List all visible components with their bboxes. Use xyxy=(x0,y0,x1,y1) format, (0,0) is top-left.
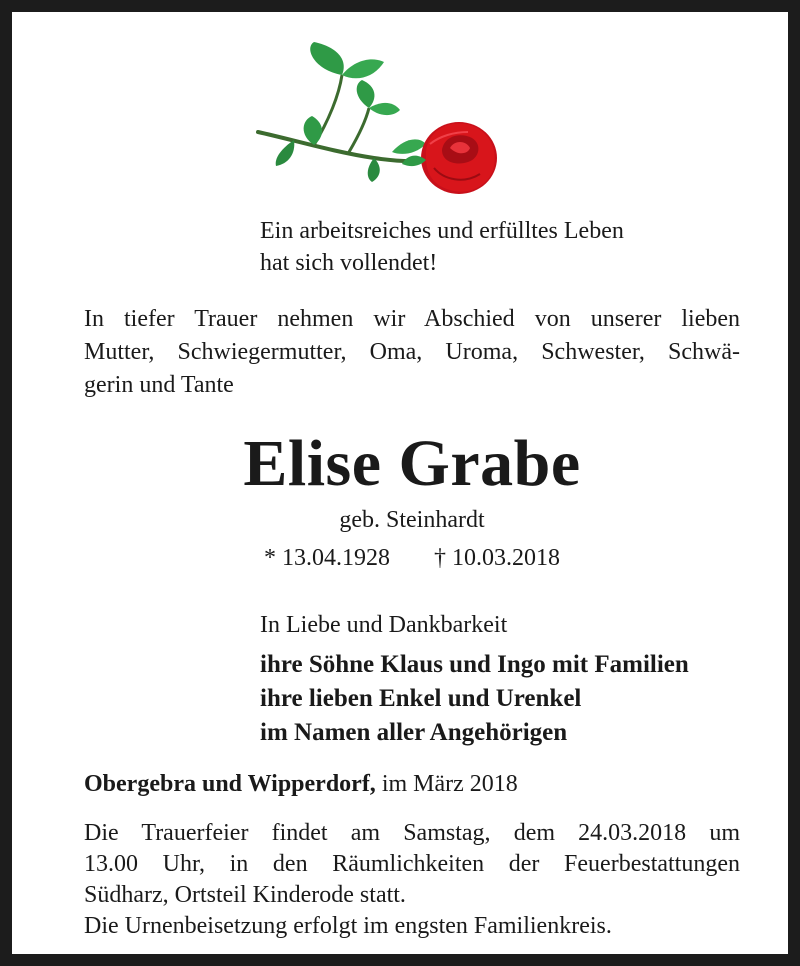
mourner-line-3: im Namen aller Angehörigen xyxy=(260,719,568,746)
place-date: im März 2018 xyxy=(375,771,518,797)
birth-date: * 13.04.1928 xyxy=(264,545,390,571)
intro-line-3: gerin und Tante xyxy=(84,372,234,398)
death-date: † 10.03.2018 xyxy=(434,545,560,571)
service-line-2: 13.00 Uhr, in den Räumlichkeiten der Feuerbestattungen xyxy=(84,851,740,877)
mourner-line-2: ihre lieben Enkel und Urenkel xyxy=(260,685,582,712)
place-and-date xyxy=(84,768,518,800)
mourner-line-1: ihre Söhne Klaus und Ingo mit Familien xyxy=(260,651,689,678)
red-rose-icon xyxy=(254,40,504,200)
intro-line-1: In tiefer Trauer nehmen wir Abschied von unserer lieben xyxy=(84,306,740,332)
mourners-intro: In Liebe und Dankbarkeit xyxy=(260,612,508,638)
service-notice xyxy=(84,818,740,942)
deceased-name: Elise Grabe xyxy=(243,427,581,500)
intro-line-2: Mutter, Schwiegermutter, Oma, Uroma, Schwester, Schwä- xyxy=(84,339,740,365)
motto xyxy=(260,215,624,279)
intro-paragraph xyxy=(84,303,740,402)
life-dates xyxy=(12,543,800,573)
service-line-1: Die Trauerfeier findet am Samstag, dem 24.03.2018 um xyxy=(84,820,740,846)
mourners-list xyxy=(260,648,689,750)
birth-name: geb. Steinhardt xyxy=(339,507,485,533)
service-line-4: Die Urnenbeisetzung erfolgt im engsten Familienkreis. xyxy=(84,913,612,939)
motto-line-2: hat sich vollendet! xyxy=(260,250,438,276)
place-location: Obergebra und Wipperdorf, xyxy=(84,771,376,797)
service-line-3: Südharz, Ortsteil Kinderode statt. xyxy=(84,882,406,908)
motto-line-1: Ein arbeitsreiches und erfülltes Leben xyxy=(260,218,624,244)
